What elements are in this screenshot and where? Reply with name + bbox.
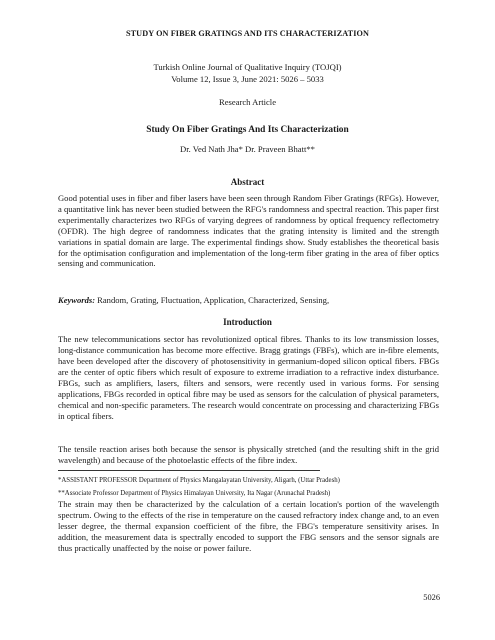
journal-volume: Volume 12, Issue 3, June 2021: 5026 – 5033 [171, 73, 324, 84]
journal-name: Turkish Online Journal of Qualitative Inquiry (TOJQI) [153, 62, 342, 72]
keywords-label: Keywords: [58, 295, 96, 305]
footnote-2: **Associate Professor Department of Physics Himalayan University, Ita Nagar (Arunachal Pradesh) [58, 490, 331, 497]
intro-paragraph-1: The new telecommunications sector has revolutionized optical fibres. Thanks to its low transmission losses, long-distance communication has become more effective. Bragg gratings (FBFs), which are in-fibre elements, have been developed after the discovery of photosensitivity in germanium-doped silicon optical fibers. FBGs are the center of optic fibers which result of exposure to extreme irradiation to a refractive index disturbance. FBGs, such as amplifiers, lasers, filters and sensors, were recently used in various forms. For sensing applications, FBGs recorded in optical fibre may be used as sensors for the calculation of physical parameters, chemical and non-specific parameters. The research would concentrate on processing and characterizing FBGs in optical fibers. [58, 334, 439, 421]
footnote-rule [58, 470, 320, 471]
introduction-heading: Introduction [223, 317, 272, 327]
paper-title: Study On Fiber Gratings And Its Characterization [146, 125, 349, 135]
keywords-text: Random, Grating, Fluctuation, Application, Characterized, Sensing, [95, 295, 330, 305]
article-type: Research Article [218, 97, 277, 107]
page-number: 5026 [423, 593, 440, 602]
authors: Dr. Ved Nath Jha* Dr. Praveen Bhatt** [180, 144, 315, 154]
intro-paragraph-2: The tensile reaction arises both because the sensor is physically stretched (and the resulting shift in the grid wavelength) and because of the photoelastic effects of the fibre index. [58, 444, 439, 465]
footnote-1: *ASSISTANT PROFESSOR Department of Physics Mangalayatan University, Aligarh, (Uttar Pradesh) [58, 477, 340, 484]
journal-info [0, 62, 495, 85]
intro-paragraph-3: The strain may then be characterized by the calculation of a certain location's portion of the wavelength spectrum. Owing to the effects of the rise in temperature on the caused refractory index change and, to an even lesser degree, the thermal expansion coefficient of the fibre, the FBG's temperature sensitivity arises. In addition, the measurement data is spectrally encoded to support the FBG sensors and the sensor signals are thus practically unaffected by the noise or power failure. [58, 499, 439, 553]
abstract-heading: Abstract [230, 177, 265, 187]
abstract-text: Good potential uses in fiber and fiber lasers have been seen through Random Fiber Gratings (RFGs). However, a quantitative link has never been studied between the RFG's randomness and spectral reaction. This paper first experimentally characterizes two RFGs of varying degrees of randomness by optical frequency reflectometry (OFDR). The high degree of randomness indicates that the grating intensity is limited and the strength variations in spatial domain are large. The experimental findings show. Study establishes the theoretical basis for the optimisation configuration and implementation of the long-term fiber grating in the area of fiber optics sensing and communication. [58, 193, 439, 269]
keywords [58, 295, 439, 306]
running-head: STUDY ON FIBER GRATINGS AND ITS CHARACTERIZATION [125, 29, 370, 38]
